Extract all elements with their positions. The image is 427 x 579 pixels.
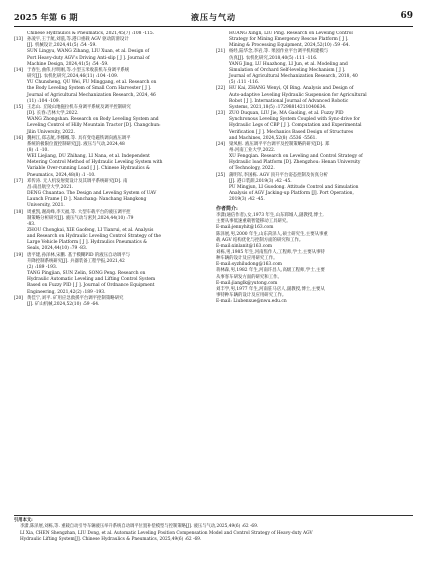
reference-line: Launch Frame [ D ]. Nanchang: Nanchang Hangkong [27,197,147,203]
citation-block [14,518,413,544]
reference-line: Pneumatics, 2024,48(8) :1 -10. [27,172,96,178]
author-intro-line: E-mail:jennyhit@163.com [216,225,274,231]
reference-line: Strategy for Mining Emergency Rescue Platform [ J ]. [229,37,349,43]
reference-line: the Body Leveling System of Small Corn Harvester [ J ]. [27,86,152,92]
reference-item [14,179,210,210]
reference-line: Leveling Control of Hilly Mountain Tractor [D]. Changchun: [27,123,161,129]
reference-item [216,86,412,111]
reference-item [14,210,210,253]
reference-line: Hydraulic load Platform [D]. Zhengzhou: Henan University [229,160,361,166]
reference-line: 邓传涛. 无人机发射架设计及其调平系统研究[D]. 南 [27,178,128,184]
reference-line: 系统的极限位置控制研究[J]. 液压与气动,2024,48 [27,141,125,147]
reference-line: PU Mingjun, LI Guodong. Attitude Control and Simulation [229,184,359,190]
reference-text [229,86,412,111]
reference-line: 蒲明军,李国栋. AGV 顶升平台姿态控制及仿真分析 [229,172,328,178]
citation-line: 李潇,陈泽展,刘栋,等. 重载自动引导车辆液压举升系统自动调平位置补偿模型与控制策略[J]. 液压与气动,2025,49(6) :62 -69. [20,524,259,530]
reference-line: Seals, 2024,44(10) :79 -83. [27,246,88,252]
reference-line: [D]. 长春:吉林大学,2022. [27,111,79,117]
reference-line: Journal of Agricultural Mechanization Research, 2018, 40 [229,74,358,80]
reference-line: Auto-adaptive Leveling Hydraulic Suspension for Agricultural [229,92,367,98]
reference-line: Analysis of AGV Jacking-up Platform [J]. Port Operation, [229,191,354,197]
reference-text [229,173,412,204]
reference-number: [19] [14,252,24,258]
reference-line: WANG Zhongshan. Research on Body Leveling System and [27,117,159,123]
reference-line: (11) :104 -109. [27,98,60,104]
reference-line: 制策略分析研究[J]. 液压气动与密封,2024,44(10) :79 [27,215,134,221]
reference-line: Journal of Agricultural Mechanization Research, 2024, 46 [27,92,156,98]
reference-number: [16] [14,135,24,141]
citation-rule [14,515,413,516]
author-intro-line: 载 AGV 结构优化与控制方面的研究和工作。 [216,237,304,243]
reference-number: [15] [14,104,24,110]
author-intro-line: 蒋林森,男,1982 年生,河南许昌人,高级工程师,学士,主要 [216,268,325,274]
reference-line: DENG Chuantao. The Design and Leveling System of UAV [27,191,157,197]
reference-line: 黄佳宁,刘平. 矿用应急救援平台调平控制策略研究 [27,295,124,301]
reference-item [216,31,412,49]
reference-item [14,105,210,136]
reference-line: Systems, 2021,18(5) :17298814211040634. [229,104,327,110]
author-intro-line: E-mail:jianglk@yutong.com [216,280,278,286]
reference-line: ZUO Duquan, LIU Jie, MA Gaoling, et al. Fuzzy PID [229,111,344,117]
reference-text [27,136,210,179]
citation-line: Hydraulic Lifting System[J]. Chinese Hydraulics & Pneumatics, 2025,49(6) :62 -69. [20,537,202,543]
reference-line: and Machines, 2024,52(8) :5536 -5561. [229,135,317,141]
author-intro-line: 陈泽展,男,2000 年生,山东菏泽人,硕士研究生,主要从事重 [216,231,328,237]
author-intro-line: 种车辆的设计及应用研究工作。 [216,256,278,262]
reference-number: [18] [14,209,24,215]
reference-line: Hydraulic Legs of CBP [ J ]. Computation and Experimental [229,123,362,129]
author-intro-line: 刘丰学,男,1977 年生,河南驻马店人,副教授,博士,主要从 [216,286,325,292]
reference-line: TANG Pingjian, SUN Zelin, SONG Peng. Research on [27,271,146,277]
citation-line: LI Xia, CHEN Shengzhan, LIU Dong, et al. Automatic Leveling Position Compensation Model and Control Strategy of Heavy-duty AGV [20,530,313,536]
reference-number: [23] [216,111,226,117]
citation-heading: 引用本文: [14,518,33,523]
right-reference-column [216,31,412,513]
reference-line: 升降控制系统研究[J]. 兵器装备工程学报,2021,42 [27,258,125,264]
reference-line: 唐平建,孙泽林,宋鹏. 基于模糊PID 的液压自动调平与 [27,252,131,258]
reference-line: Machine Design, 2024,41(5) :54 -59. [27,61,109,67]
reference-text [229,49,412,86]
author-intro-heading: 作者简介: [216,206,238,213]
reference-line: Large Vehicle Platform [ J ]. Hydraulics Pneumatics & [27,240,148,246]
reference-line: Based on Fuzzy PID [ J ]. Journal of Ordnance Equipment [27,283,155,289]
reference-item [216,49,412,86]
reference-line: University, 2021. [27,203,65,209]
reference-line: Mining & Processing Equipment, 2024,52(10) :59 -64. [229,43,350,49]
reference-line: [J]. 港口装卸,2019(3) :42 -45. [229,178,292,184]
reference-line: Chinese Hydraulics & Pneumatics, 2021,45(7) :108 -115. [27,31,155,36]
page-number: 69 [400,11,413,21]
reference-line: 于春生,曲伟,付明刚,等.小型玉米收获机车身调平系统 [27,67,130,73]
reference-line: 魏柯江,郑志航,李娜娜,等. 具有变电磁铁调向液压调平 [27,135,131,141]
reference-line: 研究[J]. 农机化研究,2024,46(11) :104 -109. [27,74,119,80]
reference-number: [17] [14,178,24,184]
reference-line: 昌:南昌航空大学,2021. [27,184,74,190]
reference-line: WEI Liejiang, DU Zhihang, LI Nana, et al. Independent [27,154,150,160]
reference-line: Simulation of Orchard Self-leveling Mechanism [ J ]. [229,67,346,73]
reference-line: SUN Lingyu, WANG Zihang, LIU Xuan, et al. Design of [27,49,150,55]
reference-line: (5) :111 -116. [229,80,260,86]
author-intro-line: 刘栋,男,1985 年生,河南焦作人,工程师,学士,主要从事特 [216,249,325,255]
reference-text [27,68,210,105]
reference-line: Metering Control Method of Hydraulic Leveling System with [27,160,163,166]
reference-line: 孙凌宇,王于航,刘蒗,等.港口重载 AGV 驱动防滑设计 [27,37,129,43]
reference-number: [22] [216,86,226,92]
reference-line: 梁凤枢. 液压调平平台调平及控制策略的研究[D]. 郑 [229,141,330,147]
author-intro-line: 事特种车辆的设计及应用研究工作。 [216,293,287,299]
reference-text [27,253,210,296]
reference-text [229,142,412,173]
author-intro-line: 主要从事低速重载智能移动工具研究。 [216,219,291,225]
reference-number [216,31,229,49]
reference-line: YU Chunsheng, QU Wei, FU Minggang, et al. Research on [27,80,157,86]
reference-line: Port Heavy-duty AGV's Driving Anti-slip [ J ]. Journal of [27,55,150,61]
reference-line: 王忠山. 丘陵山地拖拉机车身调平系统及调平控制研究 [27,104,131,110]
author-intro-line: 从事客车研发方面的研究和工作。 [216,274,282,280]
reference-number: [13] [14,37,24,43]
reference-line: HU Kai, ZHANG Wenyi, QI Bing. Analysis and Design of [229,86,354,92]
reference-text [27,210,210,253]
reference-item [216,173,412,204]
reference-line: 州:河南工业大学,2022. [229,147,276,153]
reference-line: of Technology, 2022. [229,166,275,172]
reference-number: [20] [14,295,24,301]
reference-line: HUANG Xingli, LIU Ping. Research on Leveling Control [229,31,353,36]
header-rule [14,26,413,27]
reference-item [14,37,210,68]
reference-item [14,253,210,296]
reference-number: [14] [14,67,24,73]
reference-line: Variable Over-running Load [ J ]. Chinese Hydraulics & [27,166,150,172]
reference-line: -83. [27,221,36,227]
reference-item [14,68,210,105]
reference-text [229,111,412,142]
journal-name: 液压与气动 [191,12,236,22]
reference-line: Jilin University, 2022. [27,129,75,135]
reference-line: Hydraulic Automatic Leveling and Lifting Control System [27,277,156,283]
reference-item [216,142,412,173]
reference-line: (8) :1 -10. [27,147,49,153]
reference-line: YANG Jing, LU Huazhong, LI Jun, et al. Modeling and [229,61,348,67]
reference-text [27,105,210,136]
reference-line: XU Fengqian. Research on Leveling and Control Strategy of [229,154,363,160]
reference-line: and Research on Hydraulic Leveling Control Strategy of the [27,234,161,240]
reference-line: 杨经,陆华念,李岩,等. 果园作业平台调平机构建模与 [229,49,329,55]
author-intro-line: E-mail:syzhiludong@163.com [216,262,282,268]
reference-text [27,296,210,308]
author-intro-line: 李潇(通信作者),女,1973 年生,山东郓城人,副教授,博士, [216,213,324,219]
reference-number: [24] [216,141,226,147]
reference-number: [21] [216,49,226,55]
reference-text [27,179,210,210]
issue-label: 2025 年第 6 期 [14,12,78,22]
reference-item [14,296,210,308]
page-header [14,8,413,28]
reference-item [216,111,412,142]
reference-line: (2) :189 -193. [27,264,58,270]
reference-text [27,37,210,68]
reference-line: Robot [ J ]. International Journal of Advanced Robotic [229,98,349,104]
reference-line: 周重凯,谢高峰,李天福,等. 大型车载平台的液压调平控 [27,209,131,215]
reference-line: 仿真[J]. 农机化研究,2018,40(5) :111 -116. [229,55,318,61]
reference-line: ZHOU Chongkai, XIE Gaofeng, LI Tianrui, et al. Analysis [27,228,154,233]
reference-line: Engineering, 2021,42(2) :189 -193. [27,289,106,295]
reference-text [229,31,412,49]
reference-line: 2019(3) :42 -45. [229,197,265,203]
reference-line: [J]. 机械设计,2024,41(5) :54 -59. [27,43,97,49]
reference-item [14,136,210,179]
reference-line: Synchronous Leveling System Coupled with Sync-drive for [229,117,360,123]
author-intro-line: E-mail:xinlanit@163.com [216,243,272,249]
reference-line: Verification [ J ]. Mechanics Based Design of Structures [229,129,354,135]
reference-number: [25] [216,172,226,178]
reference-line: [J]. 矿山机械,2024,52(10) :59 -64. [27,301,100,307]
left-reference-column [14,31,210,513]
author-intro-line: E-mail: Liubenxue@nwu.edu.cn [216,299,287,305]
